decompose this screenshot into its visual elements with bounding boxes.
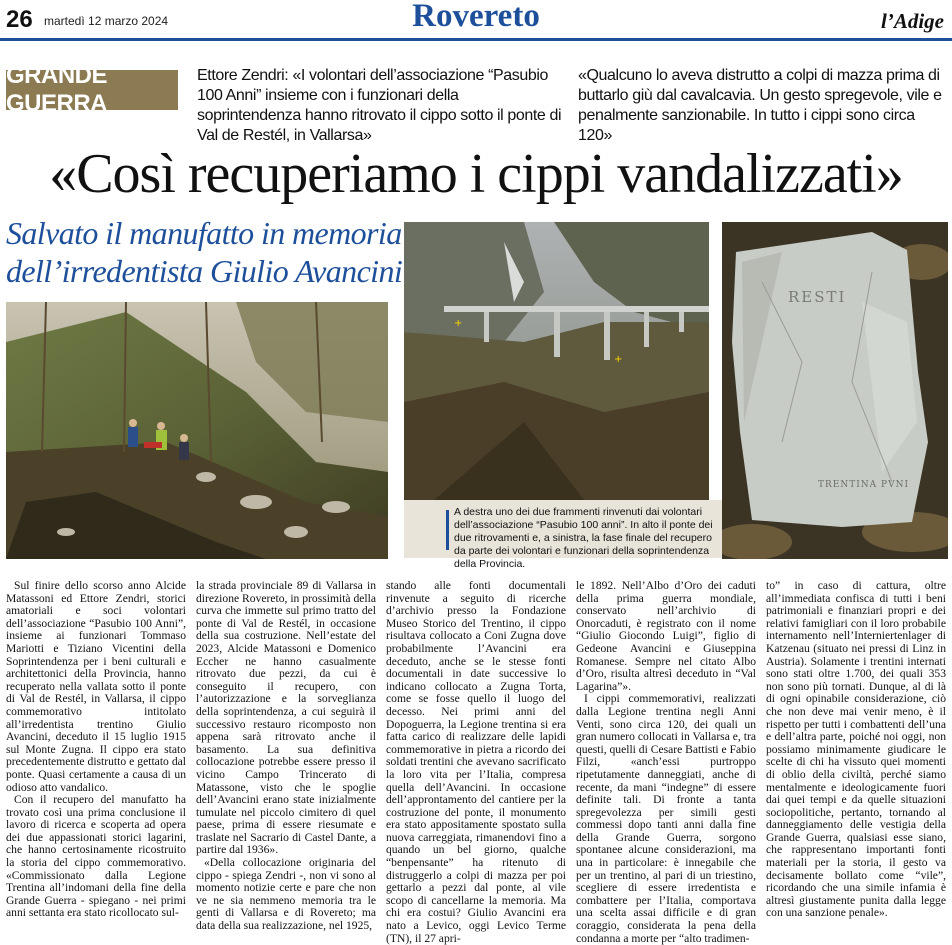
page-number: 26 [6, 6, 33, 33]
photo-caption: A destra uno dei due frammenti rinvenuti dai volontari dell’associazione “Pasubio 100 anni”. In alto il ponte dei due ritrovamenti e, a sinistra, la fase finale del recupero da parte dei volontari e funzionari della soprintendenza della Provincia. [454, 506, 713, 570]
newspaper-logo: l’Adige [881, 9, 944, 33]
body-paragraph: Sul finire dello scorso anno Alcide Matassoni ed Ettore Zendri, storici amatoriali e soci volontari dell’associazione “Pasubio 100 Anni”, insieme ai funzionari Tommaso Mariotti e Tiziano Vicentini della Soprintendenza per i beni culturali e architettonici della Provincia, hanno recuperato nella vallata sotto il ponte di Val de Restél, in Vallarsa, il cippo commemorativo intitolato all’irredentista trentino Giulio Avancini, deceduto il 15 luglio 1915 sul Monte Zugna. Il cippo era stato precedentemente distrutto e gettato dal ponte. Quasi certamente a causa di un odioso atto vandalico. [6, 579, 186, 794]
kicker-quote-right: «Qualcuno lo aveva distrutto a colpi di mazza prima di buttarlo giù dal cavalcavia. Un gesto spregevole, vile e penalmente sanzionabile. In tutto i cippi sono circa 120» [578, 67, 942, 144]
photo-recovery [6, 302, 388, 559]
body-paragraph: I cippi commemorativi, realizzati dalla Legione trentina negli Anni Venti, sono circa 120, dei quali un gran numero collocati in Vallarsa e, tra questi, quelli di Cesare Battisti e Fabio Filzi, «anch’essi purtroppo ripetutamente danneggiati, anche di recente, da mani “indegne” di essere definite tali. Di fronte a tanta spregevolezza per simili gesti commessi dopo tanti anni dalla fine della Grande Guerra, sorgono spontanee alcune considerazioni, ma una in particolare: è innegabile che per un trentino, al pari di un triestino, scegliere di essere irredentista e combattere per l’Italia, comportava una scelta assai difficile e di gran coraggio, considerata la pena della condanna a morte per “alto tradimen- [576, 692, 756, 945]
photo-stone-image [722, 222, 948, 559]
headline: «Così recuperiamo i cippi vandalizzati» [49, 143, 903, 205]
photo-recovery-image [6, 302, 388, 559]
body-paragraph: «Della collocazione originaria del cippo - spiega Zendri -, non vi sono al momento notizie certe e pare che non ve ne sia nemmeno memoria tra le genti di Vallarsa e di Rovereto; ma data della sua realizzazione, nel 1925, [196, 856, 376, 933]
body-column-3 [386, 580, 566, 945]
body-paragraph: la strada provinciale 89 di Vallarsa in direzione Rovereto, in prossimità della curva che immette sul primo tratto del ponte di Val de Restél, in occasione della sua costruzione. Nell’estate del 2023, Alcide Matassoni e Domenico Eccher ne hanno casualmente ritrovato due pezzi, da cui è conseguito il recupero, con l’autorizzazione e la sorveglianza della soprintendenza, a cui seguirà il successivo restauro ricomposto non appena sarà ritrovato anche il basamento. La sua definitiva collocazione potrebbe essere presso il vicino Campo Trincerato di Matassone, visto che le spoglie dell’Avancini erano state inizialmente tumulate nel piccolo cimitero di quel paese, prima di essere riesumate e traslate nel Sacrario di Castel Dante, a partire dal 1936». [196, 579, 376, 857]
subtitle-line-2: dell’irredentista Giulio Avancini [6, 253, 403, 289]
kicker-label: GRANDE GUERRA [6, 70, 178, 110]
svg-text:+: + [454, 318, 463, 329]
body-paragraph: le 1892. Nell’Albo d’Oro dei caduti della prima guerra mondiale, conservato nell’archivio di Onorcaduti, è registrato con il nome “Giulio Giocondo Luigi”, figlio di Gedeone Avancini e Giuseppina Romanese. Sempre nel citato Albo d’Oro, risulta altresì deceduto in “Val Lagarina”». [576, 579, 756, 693]
body-column-1 [6, 580, 186, 920]
kicker-quote-left: Ettore Zendri: «I volontari dell’associazione “Pasubio 100 Anni” insieme con i funzionari della soprintendenza hanno ritrovato il cippo sotto il ponte di Val de Restél, in Vallarsa» [197, 67, 562, 144]
photo-stone [722, 222, 948, 559]
body-column-2 [196, 580, 376, 933]
body-column-5 [766, 580, 946, 920]
body-paragraph: to” in caso di cattura, oltre all’immediata confisca di tutti i beni patrimoniali e finanziari propri e dei relativi famigliari con il loro probabile internamento nell’Interniertenlager di Katzenau (situato nei pressi di Linz in Austria). Solamente i trentini internati sono stati oltre 1.700, dei quali 353 non sono più tornati. Dunque, al di là di ogni opinabile considerazione, ciò che non deve mai venir meno, è il rispetto per tutti i combattenti dell’una e dell’altra parte, poiché noi oggi, non possiamo minimamente giudicare le scelte di chi ha vissuto quei momenti di oblio della civiltà, perché siamo mentalmente e ideologicamente fuori dai quei tempi e da quelle situazioni sociopolitiche, pertanto, tornando al danneggiamento delle vestigia della Grande Guerra, qualsiasi esse siano, che rappresentano importanti fonti materiali per la storia, il gesto va decisamente bollato come “vile”, ricordando che una simile infamia è altresì giustamente punita dalla legge con una sanzione penale». [766, 579, 946, 920]
subtitle [6, 214, 406, 290]
section-title: Rovereto [412, 0, 540, 34]
photo-bridge [404, 222, 709, 500]
body-paragraph: Con il recupero del manufatto ha trovato così una prima conclusione il lavoro di ricerca e scoperta ad opera dei due appassionati storici lagarini, che hanno certosinamente ricostruito la storia del cippo commemorativo. «Commissionato dalla Legione Trentina all’indomani della fine della Grande Guerra - spiegano - nei primi anni settanta era stato ricollocato sul- [6, 793, 186, 920]
subtitle-line-1: Salvato il manufatto in memoria [6, 215, 402, 251]
caption-bar [446, 510, 449, 550]
body-column-4 [576, 580, 756, 945]
stone-inscription-top: RESTI [788, 288, 847, 306]
header-rule [0, 38, 952, 41]
issue-date: martedì 12 marzo 2024 [44, 14, 169, 28]
svg-text:+: + [614, 354, 623, 365]
body-paragraph: stando alle fonti documentali rinvenute a seguito di ricerche d’archivio presso la Fondazione Museo Storico del Trentino, il cippo risultava collocato a Coni Zugna dove probabilmente l’Avancini era deceduto, anche se le stesse fonti documentali in date successive lo indicano collocato a Zugna Torta, come se fosse quello il luogo del decesso. Nei primi anni del Dopoguerra, la Legione trentina si era fatta carico di realizzare delle lapidi commemorative in pietra a ricordo dei soldati trentini che avevano sacrificato la loro vita per l’Italia, compresa quella dell’Avancini. In occasione dell’approntamento del cantiere per la costruzione del ponte, il monumento era stato appositamente spostato sulla nuova carreggiata, rimanendovi fino a quando un bel giorno, qualche “benpensante” ha ritenuto di distruggerlo a colpi di mazza per poi gettarlo a pezzi dal ponte, al vile scopo di cancellarne la memoria. Ma chi era costui? Giulio Avancini era nato a Levico, oggi Levico Terme (TN), il 27 apri- [386, 579, 566, 945]
photo-bridge-image [404, 222, 709, 500]
stone-inscription-bottom: TRENTINA PVNI [818, 480, 910, 490]
